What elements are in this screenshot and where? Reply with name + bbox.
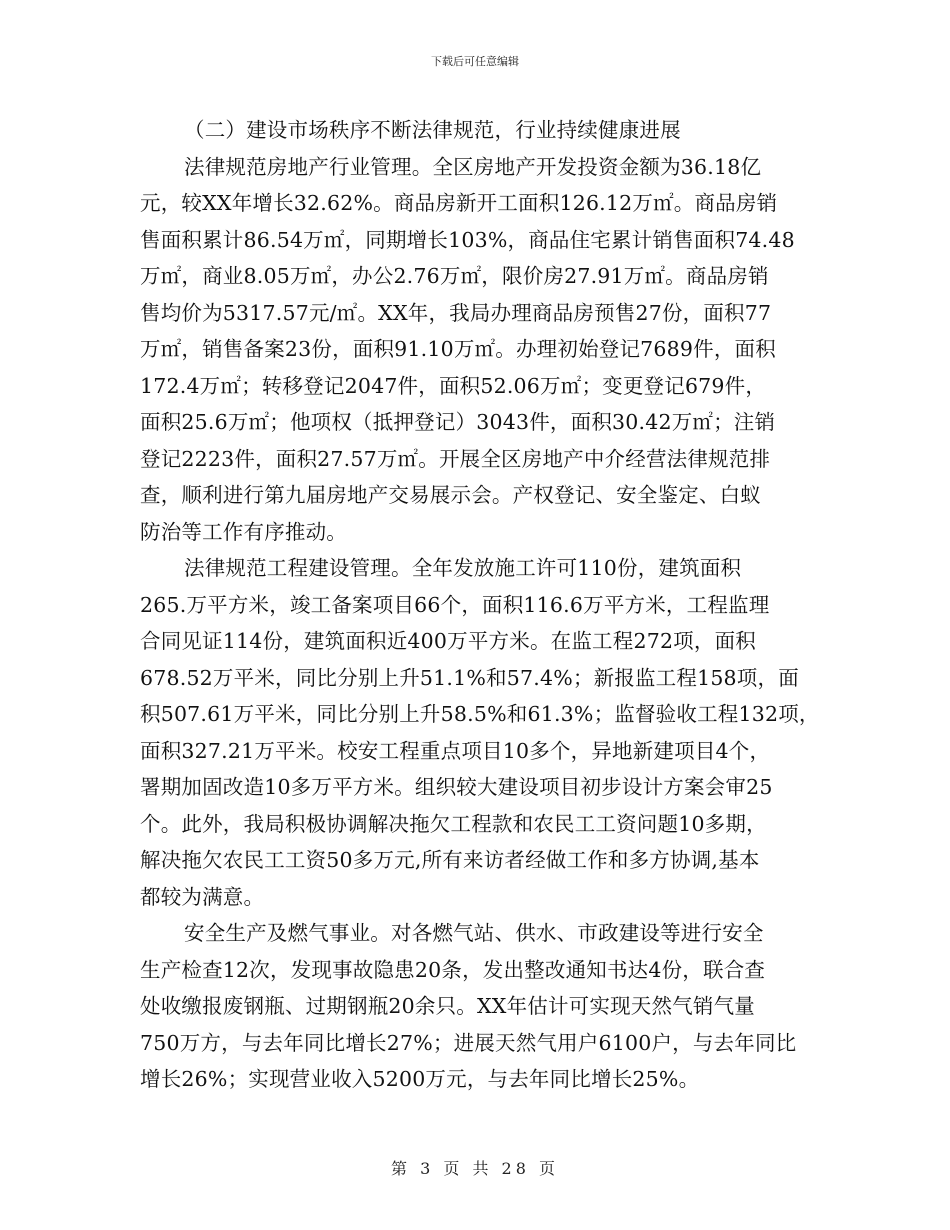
- paragraph-line: 登记2223件，面积27.57万㎡。开展全区房地产中介经营法律规范排: [140, 446, 771, 471]
- paragraph-line: 解决拖欠农民工工资50多万元,所有来访者经做工作和多方协调,基本: [140, 848, 760, 872]
- paragraph-line: 处收缴报废钢瓶、过期钢瓶20余只。XX年估计可实现天然气销气量: [140, 994, 755, 1018]
- paragraph-line: 售面积累计86.54万㎡，同期增长103%，商品住宅累计销售面积74.48: [140, 227, 795, 252]
- paragraph-line: 265.万平方米，竣工备案项目66个，面积116.6万平方米，工程监理: [140, 592, 770, 617]
- paragraph-line: 面积25.6万㎡；他项权（抵押登记）3043件，面积30.42万㎡；注销: [140, 410, 776, 434]
- paragraph-safety-gas: [140, 915, 830, 1098]
- paragraph-line: 678.52万平米，同比分别上升51.1%和57.4%；新报监工程158项，面: [140, 665, 799, 690]
- paragraph-line: 面积327.21万平米。校安工程重点项目10多个，异地新建项目4个，: [140, 738, 771, 763]
- document-body: [140, 112, 830, 1098]
- paragraph-line: 万㎡，商业8.05万㎡，办公2.76万㎡，限价房27.91万㎡。商品房销: [140, 264, 769, 288]
- paragraph-line: 都较为满意。: [140, 884, 265, 909]
- page-footer: 第 3 页 共 28 页: [391, 1159, 559, 1178]
- paragraph-line: 售均价为5317.57元/㎡。XX年，我局办理商品房预售27份，面积77: [140, 300, 772, 325]
- page-header: 下载后可任意编辑: [431, 55, 519, 68]
- paragraph-line: 生产检查12次，发现事故隐患20条，发出整改通知书达4份，联合查: [140, 957, 766, 982]
- paragraph-real-estate: [140, 149, 830, 551]
- paragraph-line: 万㎡，销售备案23份，面积91.10万㎡。办理初始登记7689件，面积: [140, 337, 776, 361]
- paragraph-line: 元，较XX年增长32.62%。商品房新开工面积126.12万㎡。商品房销: [140, 191, 778, 215]
- paragraph-line: 增长26%；实现营业收入5200万元，与去年同比增长25%。: [140, 1067, 700, 1091]
- paragraph-construction: [140, 550, 830, 915]
- paragraph-line: 防治等工作有序推动。: [140, 519, 347, 544]
- paragraph-line: 署期加固改造10多万平方米。组织较大建设项目初步设计方案会审25: [140, 775, 773, 799]
- paragraph-line: 查，顺利进行第九届房地产交易展示会。产权登记、安全鉴定、白蚁: [140, 483, 761, 507]
- paragraph-line: 个。此外，我局积极协调解决拖欠工程款和农民工工资问题10多期，: [140, 811, 767, 836]
- paragraph-line: 法律规范工程建设管理。全年发放施工许可110份，建筑面积: [184, 556, 742, 580]
- paragraph-line: 积507.61万平米，同比分别上升58.5%和61.3%；监督验收工程132项，: [140, 702, 820, 726]
- paragraph-line: 172.4万㎡；转移登记2047件，面积52.06万㎡；变更登记679件，: [140, 373, 767, 398]
- paragraph-line: 750万方，与去年同比增长27%；进展天然气用户6100户，与去年同比: [140, 1030, 797, 1055]
- paragraph-line: 法律规范房地产行业管理。全区房地产开发投资金额为36.18亿: [184, 154, 762, 179]
- section-heading: （二）建设市场秩序不断法律规范，行业持续健康进展: [184, 118, 681, 142]
- paragraph-line: 合同见证114份，建筑面积近400万平方米。在监工程272项，面积: [140, 629, 756, 653]
- paragraph-line: 安全生产及燃气事业。对各燃气站、供水、市政建设等进行安全: [184, 921, 764, 945]
